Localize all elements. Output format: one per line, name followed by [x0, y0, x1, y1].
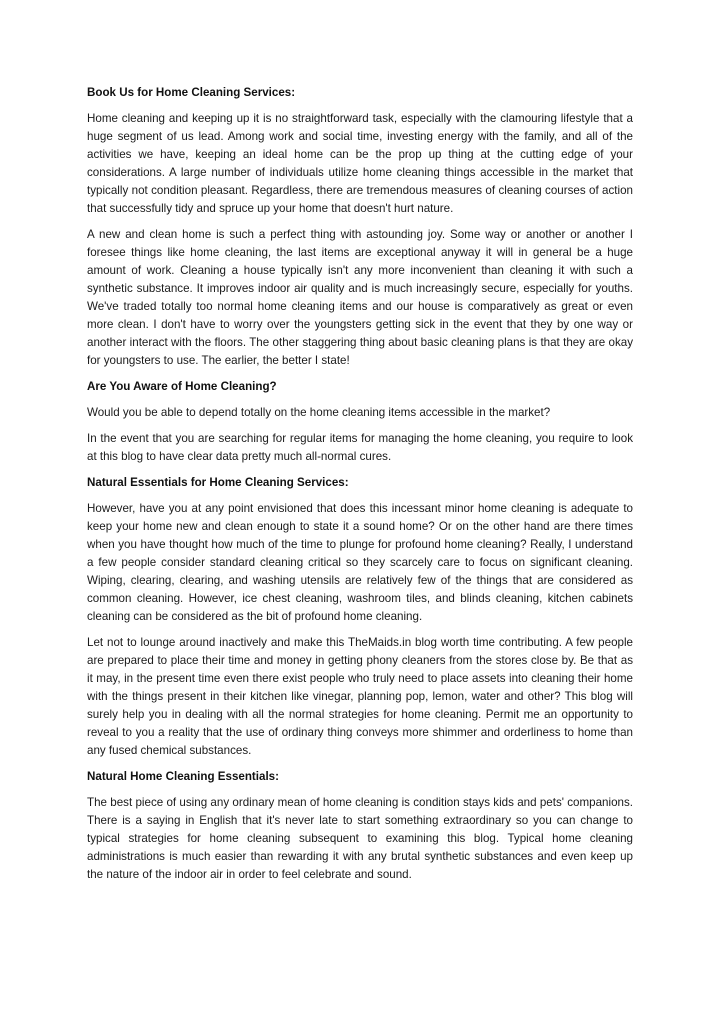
section-heading: Book Us for Home Cleaning Services:	[87, 86, 296, 99]
paragraph: Let not to lounge around inactively and make this TheMaids.in blog worth time contributing. A few people are prepared to place their time and money in getting phony cleaners from the stores close by. Be that as it may, in the present time even there exist people who truly need to place assets into cleaning their home with the things present in their kitchen like vinegar, planning pop, lemon, water and other? This blog will surely help you in dealing with all the normal strategies for home cleaning. Permit me an opportunity to reveal to you a reality that the use of ordinary thing conveys more shimmer and orderliness to home than any fused chemical substances.	[87, 636, 633, 757]
paragraph: A new and clean home is such a perfect thing with astounding joy. Some way or another or another I foresee things like home cleaning, the last items are exceptional anyway it will in general be a huge amount of work. Cleaning a house typically isn't any more inconvenient than cleaning it with such a synthetic substance. It improves indoor air quality and is much increasingly secure, especially for youths. We've traded totally too normal home cleaning items and our house is comparatively as great or even more clean. I don't have to worry over the youngsters getting sick in the event that they by one way or another interact with the floors. The other staggering thing about basic cleaning plans is that they are okay for youngsters to use. The earlier, the better I state!	[87, 228, 633, 367]
section-heading: Natural Home Cleaning Essentials:	[87, 770, 279, 783]
paragraph: Would you be able to depend totally on the home cleaning items accessible in the market?	[87, 406, 551, 419]
document-page	[87, 84, 633, 892]
paragraph: Home cleaning and keeping up it is no straightforward task, especially with the clamouring lifestyle that a huge segment of us lead. Among work and social time, investing energy with the family, and all of the activities we have, keeping an ideal home can be the prop up thing at the cutting edge of your considerations. A large number of individuals utilize home cleaning things accessible in the market that typically not condition pleasant. Regardless, there are tremendous measures of cleaning courses of action that successfully tidy and spruce up your home that doesn't hurt nature.	[87, 112, 633, 215]
paragraph: In the event that you are searching for regular items for managing the home cleaning, you require to look at this blog to have clear data pretty much all-normal cures.	[87, 432, 633, 463]
section-heading: Are You Aware of Home Cleaning?	[87, 380, 277, 393]
paragraph: The best piece of using any ordinary mean of home cleaning is condition stays kids and pets' companions. There is a saying in English that it's never late to start something extraordinary so you can change to typical strategies for home cleaning subsequent to examining this blog. Typical home cleaning administrations is much easier than rewarding it with any brutal synthetic substances and even keep up the nature of the indoor air in order to feel celebrate and sound.	[87, 796, 633, 881]
paragraph: However, have you at any point envisioned that does this incessant minor home cleaning is adequate to keep your home new and clean enough to state it a sound home? Or on the other hand are there times when you have thought how much of the time to plunge for profound home cleaning? Really, I understand a few people consider standard cleaning critical so they scarcely care to focus on significant cleaning. Wiping, clearing, clearing, and washing utensils are relatively few of the things that are considered as common cleaning. However, ice chest cleaning, washroom tiles, and blinds cleaning, kitchen cabinets cleaning can be considered as the bit of profound home cleaning.	[87, 502, 633, 623]
section-heading: Natural Essentials for Home Cleaning Services:	[87, 476, 349, 489]
